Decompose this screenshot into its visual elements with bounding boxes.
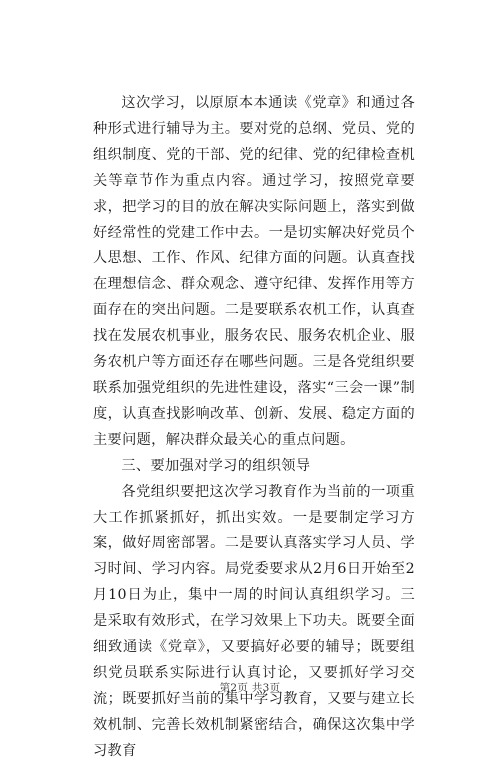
page-number: 第2页 共3页 [219,682,281,694]
section-heading: 三、要加强对学习的组织领导 [121,457,311,474]
document-body [93,91,415,765]
paragraph: 这次学习，以原原本本通读《党章》和通过各种形式进行辅导为主。要对党的总纲、党员、党的组织制度、党的干部、党的纪律、党的纪律检查机关等章节作为重点内容。通过学习，按照党章要求，把学习的目的放在解决实际问题上，落实到做好经常性的党建工作中去。一是切实解决好党员个人思想、工作、作风、纪律方面的问题。认真查找在理想信念、群众观念、遵守纪律、发挥作用等方面存在的突出问题。二是要联系农机工作，认真查找在发展农机事业，服务农民、服务农机企业、服务农机户等方面还存在哪些问题。三是各党组织要联系加强党组织的先进性建设，落实“三会一课”制度，认真查找影响改革、创新、发展、稳定方面的主要问题，解决群众最关心的重点问题。 [93,95,415,448]
paragraph: 各党组织要把这次学习教育作为当前的一项重大工作抓紧抓好，抓出实效。一是要制定学习方案，做好周密部署。二是要认真落实学习人员、学习时间、学习内容。局党委要求从2月6日开始至2月10日为止，集中一周的时间认真组织学习。三是采取有效形式，在学习效果上下功夫。既要全面细致通读《党章》，又要搞好必要的辅导；既要组织党员联系实际进行认真讨论，又要抓好学习交流；既要抓好当前的集中学习教育，又要与建立长效机制、完善长效机制紧密结合，确保这次集中学习教育 [93,483,415,759]
